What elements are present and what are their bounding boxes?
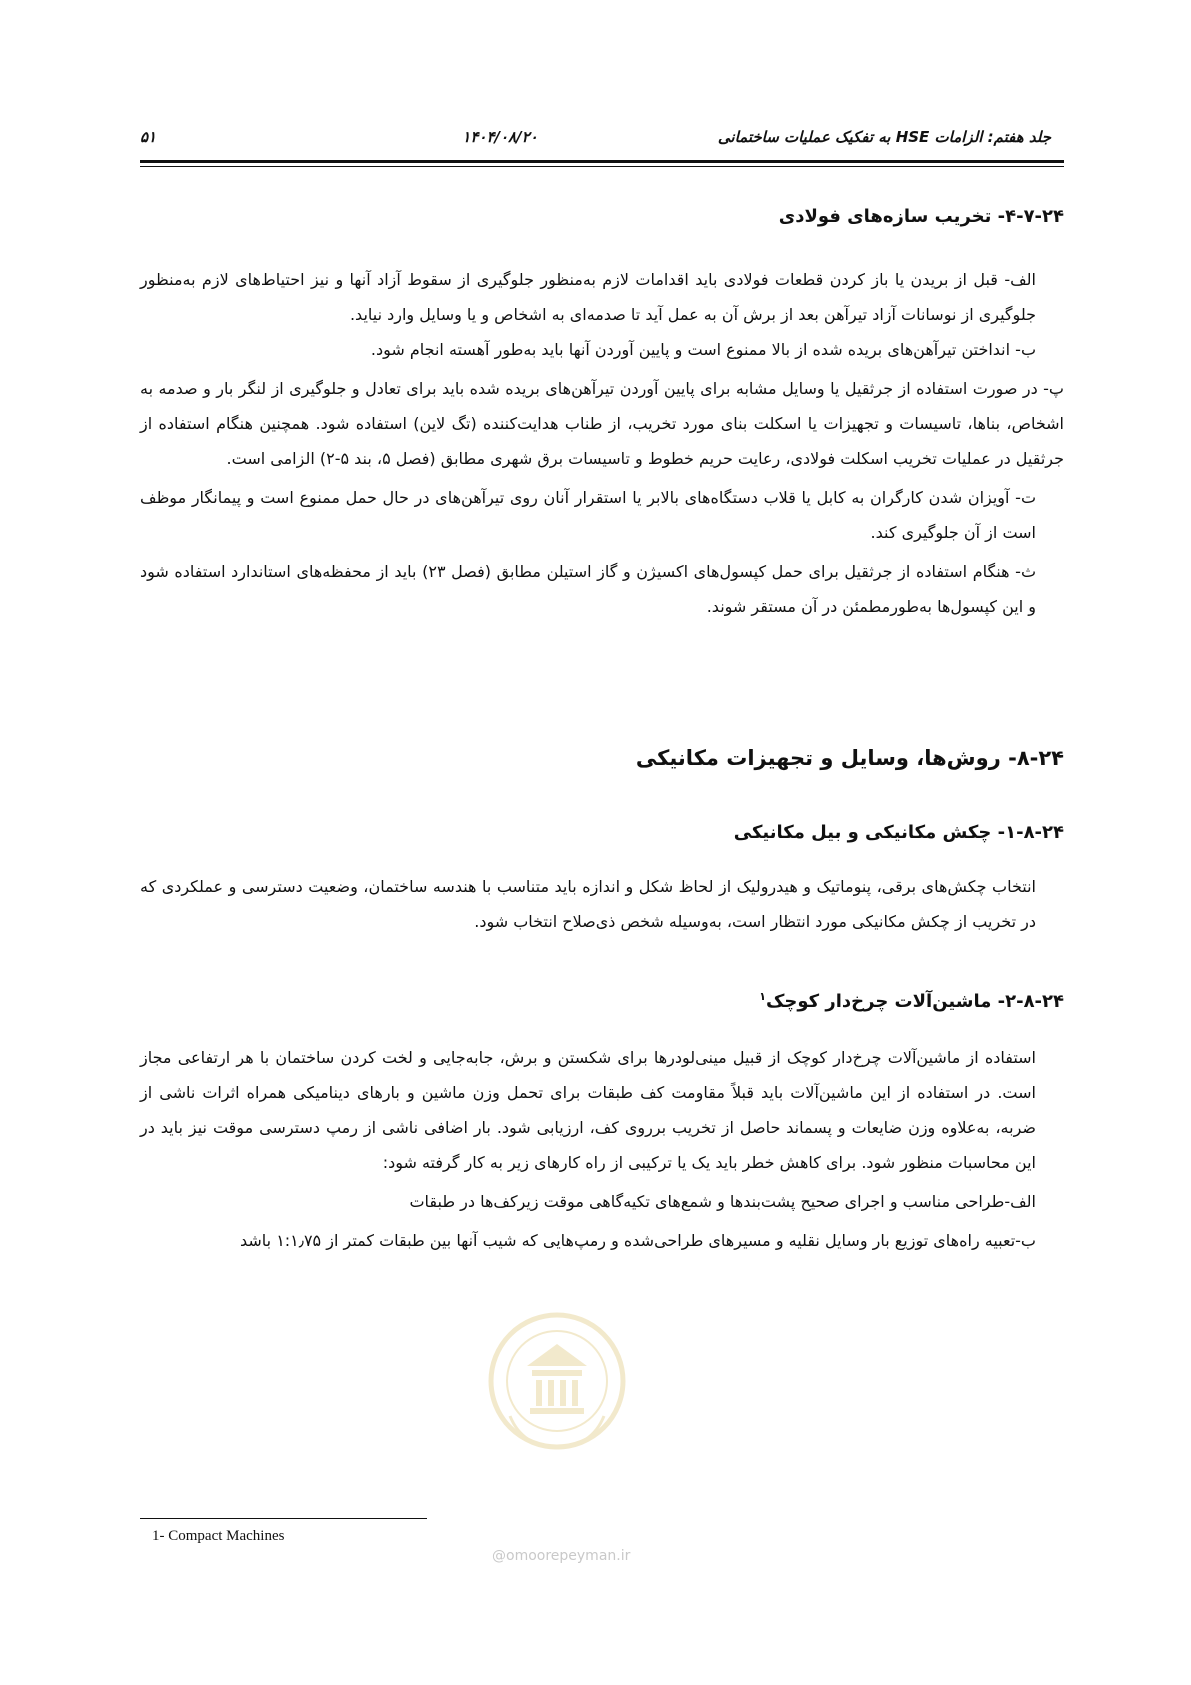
- footnote-rule: [140, 1518, 427, 1519]
- watermark-seal-icon: [482, 1296, 632, 1466]
- section-heading-text: ۲-۸-۲۴- ماشین‌آلات چرخ‌دار کوچک: [765, 991, 1064, 1012]
- section-steel-demolition-body: [140, 262, 1064, 624]
- paragraph-te: ت- آویزان شدن کارگران به کابل یا قلاب دستگاه‌های بالابر یا استقرار آنان روی تیرآهن‌های در حال حمل ممنوع است و پیمانگار موظف است از آن جلوگیری کند.: [140, 488, 1036, 542]
- list-item-alef: الف-طراحی مناسب و اجرای صحیح پشت‌بندها و شمع‌های تکیه‌گاهی موقت زیرکف‌ها در طبقات: [409, 1192, 1036, 1211]
- paragraph: استفاده از ماشین‌آلات چرخ‌دار کوچک از قبیل مینی‌لودرها برای شکستن و برش، جابه‌جایی و لخت کردن ساختمان با هر ارتفاعی مجاز است. در استفاده از این ماشین‌آلات باید قبلاً مقاومت کف طبقات برای تحمل وزن ماشین و بارهای دینامیکی همراه اثرات ناشی از ضربه، به‌علاوه وزن ضایعات و پسماند حاصل از تخریب برروی کف، ارزیابی شود. بار اضافی ناشی از رمپ دسترسی موقت نیز باید در این محاسبات منظور شود. برای کاهش خطر باید یک یا ترکیبی از راه کارهای زیر به کار گرفته شود:: [140, 1048, 1036, 1172]
- section-heading: [140, 990, 1064, 1012]
- header-rule-thin: [140, 166, 1064, 167]
- paragraph: انتخاب چکش‌های برقی، پنوماتیک و هیدرولیک از لحاظ شکل و اندازه باید متناسب با هندسه ساختمان، وضعیت دسترسی و عملکردی که در تخریب از چکش مکانیکی مورد انتظار است، به‌وسیله شخص ذی‌صلاح انتخاب شود.: [140, 877, 1036, 931]
- paragraph-alef: الف- قبل از بریدن یا باز کردن قطعات فولادی باید اقدامات لازم به‌منظور جلوگیری از سقوط آزاد آنها و نیز احتیاط‌های لازم به‌منظور جلوگیری از نوسانات آزاد تیرآهن بعد از برش آن به عمل آید تا صدمه‌ای به اشخاص و یا وسایل وارد نیاید.: [140, 270, 1036, 324]
- header-rule-thick: [140, 160, 1064, 163]
- footnote-ref: ۱: [759, 990, 766, 1003]
- footnote: 1- Compact Machines: [152, 1528, 285, 1544]
- paragraph-se: ث- هنگام استفاده از جرثقیل برای حمل کپسول‌های اکسیژن و گاز استیلن مطابق (فصل ۲۳) باید از محفظه‌های استاندارد استفاده شود و این کپسول‌ها به‌طورمطمئن در آن مستقر شوند.: [140, 562, 1037, 616]
- page-number: ۵۱: [140, 128, 157, 146]
- section-heading: ۴-۷-۲۴- تخریب سازه‌های فولادی: [778, 206, 1064, 227]
- section-heading: ۱-۸-۲۴- چکش مکانیکی و بیل مکانیکی: [733, 822, 1064, 843]
- running-header-date: ۱۴۰۴/۰۸/۲۰: [462, 128, 538, 146]
- list-item-be: ب-تعبیه راه‌های توزیع بار وسایل نقلیه و مسیرهای طراحی‌شده و رمپ‌هایی که شیب آنها بین طبقات کمتر از ۱:۱٫۷۵ باشد: [239, 1231, 1036, 1250]
- section-steel-demolition: [140, 206, 1064, 227]
- section-heading: ۸-۲۴- روش‌ها، وسایل و تجهیزات مکانیکی: [635, 746, 1064, 770]
- running-header-title: جلد هفتم: الزامات HSE به تفکیک عملیات ساختمانی: [717, 128, 1051, 146]
- section-compact-machines: [140, 990, 1064, 1258]
- watermark-text: @omoorepeyman.ir: [492, 1548, 631, 1564]
- paragraph-pe: پ- در صورت استفاده از جرثقیل یا وسایل مشابه برای پایین آوردن تیرآهن‌های بریده شده باید برای تعادل و جلوگیری از لنگر بار و صدمه به اشخاص، بناها، تاسیسات و تجهیزات یا اسکلت بنای مورد تخریب، از طناب هدایت‌کننده (تگ لاین) استفاده شود. همچنین هنگام استفاده از جرثقیل در عملیات تخریب اسکلت فولادی، رعایت حریم خطوط و تاسیسات برق شهری مطابق (فصل ۵، بند ۵-۲) الزامی است.: [140, 379, 1064, 468]
- paragraph-be: ب- انداختن تیرآهن‌های بریده شده از بالا ممنوع است و پایین آوردن آنها باید به‌طور آهسته انجام شود.: [370, 340, 1036, 359]
- section-mechanical-methods: [140, 746, 1064, 770]
- section-mechanical-hammer: [140, 822, 1064, 939]
